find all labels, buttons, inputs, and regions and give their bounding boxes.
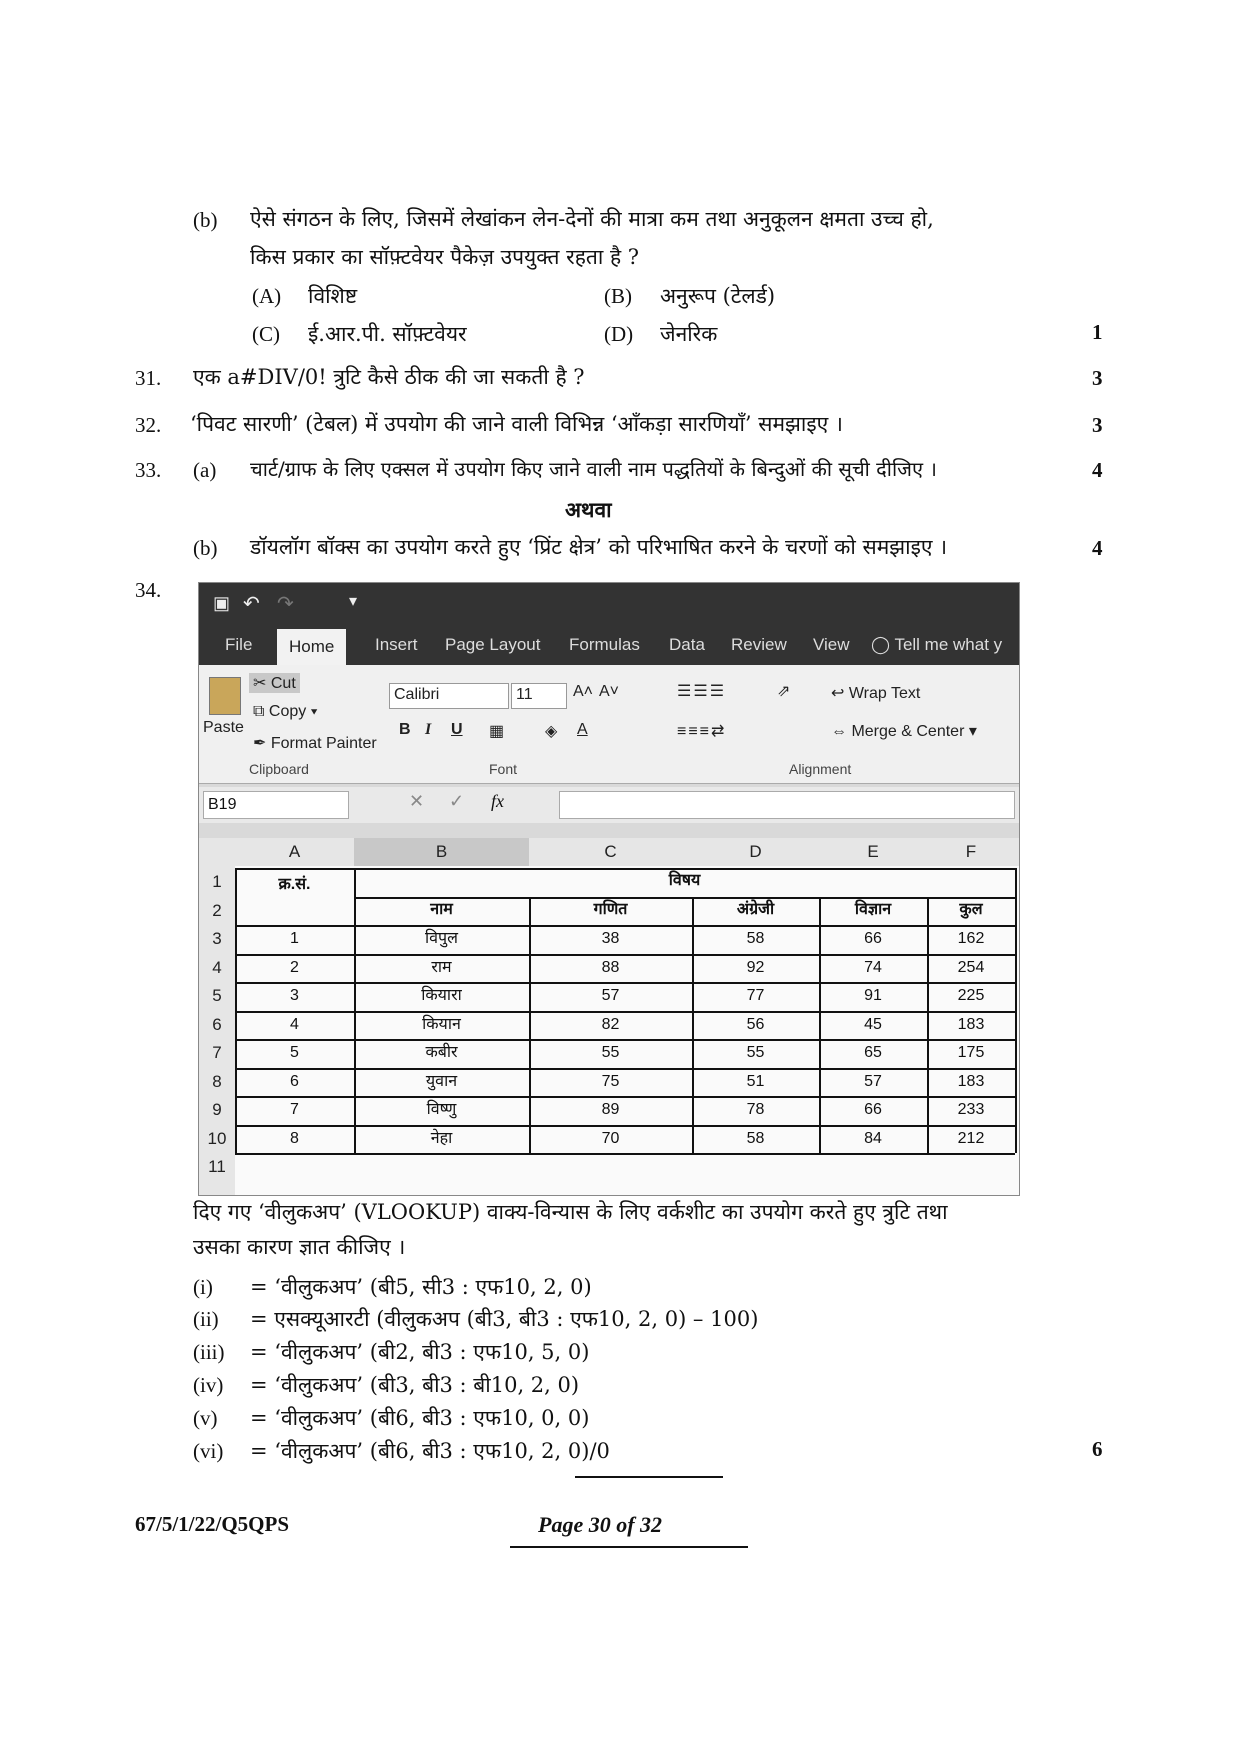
table-cell[interactable]: 89 [601, 1101, 620, 1118]
q34-item-formula: = ‘वीलुकअप’ (बी2, बी3 : एफ10, 5, 0) [250, 1340, 590, 1364]
row-header[interactable]: 7 [212, 1043, 222, 1062]
table-cell[interactable]: युवान [425, 1072, 458, 1090]
q34-item-formula: = ‘वीलुकअप’ (बी6, बी3 : एफ10, 2, 0)/0 [250, 1439, 610, 1463]
q30b-marks: 1 [1092, 320, 1103, 344]
row-header[interactable]: 4 [212, 957, 222, 977]
footer-underline [510, 1546, 748, 1548]
table-cell[interactable]: राम [431, 958, 452, 976]
table-border [235, 1125, 1015, 1127]
table-cell[interactable]: 8 [290, 1129, 299, 1147]
table-cell[interactable]: 92 [746, 958, 765, 976]
table-cell[interactable]: 58 [746, 930, 765, 947]
table-cell[interactable]: 55 [746, 1044, 765, 1061]
wrap-text-icon: ↩ [831, 685, 845, 702]
save-icon[interactable]: ▣ [213, 593, 231, 613]
row-header[interactable]: 3 [212, 929, 222, 948]
fill-color-icon[interactable]: ◈ [545, 723, 558, 740]
table-cell[interactable]: 6 [290, 1072, 299, 1090]
q34-item-formula: = ‘वीलुकअप’ (बी6, बी3 : एफ10, 0, 0) [250, 1406, 590, 1430]
q33-number: 33. [135, 458, 162, 482]
q34-number: 34. [135, 578, 162, 602]
q33-or: अथवा [565, 497, 612, 522]
column-header[interactable]: C [604, 842, 617, 861]
tab-home[interactable]: Home [277, 629, 346, 669]
table-border [235, 868, 237, 1153]
table-cell[interactable]: 91 [864, 987, 882, 1004]
row-header[interactable]: 6 [212, 1014, 222, 1034]
copy-label: Copy [268, 703, 307, 720]
bold-button[interactable]: B [399, 721, 411, 738]
table-cell[interactable]: 38 [601, 930, 620, 947]
shrink-font-button[interactable]: A˅ [599, 683, 620, 700]
scissors-icon: ✂ [253, 675, 267, 692]
option-text: ई.आर.पी. सॉफ़्टवेयर [308, 322, 467, 346]
table-border [235, 1039, 1015, 1041]
table-cell[interactable]: 56 [746, 1015, 765, 1033]
q34-marks: 6 [1092, 1437, 1103, 1461]
q34-item-label: (v) [193, 1406, 218, 1430]
paper-code: 67/5/1/22/Q5QPS [135, 1512, 290, 1536]
row-header[interactable]: 5 [212, 986, 222, 1005]
table-cell[interactable]: 84 [864, 1129, 882, 1147]
q33b-marks: 4 [1092, 536, 1103, 560]
q34-instruction-line2: उसका कारण ज्ञात कीजिए । [193, 1235, 406, 1259]
align-horizontal-icons[interactable]: ≡≡≡⇄ [677, 723, 727, 740]
tab-insert[interactable]: Insert [375, 635, 418, 654]
excel-screenshot [198, 582, 1020, 1196]
table-cell[interactable]: 66 [864, 1101, 882, 1118]
row-header[interactable]: 2 [212, 900, 222, 920]
column-header[interactable]: B [354, 838, 529, 866]
merge-center-label: Merge & Center [851, 723, 965, 740]
font-group-label: Font [489, 761, 518, 777]
cut-button[interactable] [249, 673, 300, 693]
row-header[interactable]: 1 [212, 872, 222, 891]
q31-marks: 3 [1092, 366, 1103, 390]
tab-review[interactable]: Review [731, 635, 787, 654]
tab-data[interactable]: Data [669, 635, 705, 654]
q33b-label: (b) [193, 536, 218, 560]
table-border [235, 868, 1015, 870]
q30b-text-line1: ऐसे संगठन के लिए, जिसमें लेखांकन लेन-देनों की मात्रा कम तथा अनुकूलन क्षमता उच्च हो, [250, 207, 934, 231]
q33a-marks: 4 [1092, 458, 1103, 482]
q33b-text: डॉयलॉग बॉक्स का उपयोग करते हुए ‘प्रिंट क्षेत्र’ को परिभाषित करने के चरणों को समझाइए । [250, 535, 948, 559]
copy-button[interactable]: ⧉ Copy ▾ [253, 703, 318, 720]
borders-icon[interactable]: ▦ [489, 723, 505, 740]
table-cell[interactable]: 254 [957, 958, 985, 976]
font-name-dropdown[interactable] [389, 683, 509, 709]
option-label: (A) [252, 284, 282, 308]
q34-item-formula: = ‘वीलुकअप’ (बी3, बी3 : बी10, 2, 0) [250, 1373, 580, 1397]
table-cell[interactable]: कबीर [425, 1044, 458, 1061]
table-cell[interactable]: 162 [957, 930, 985, 947]
table-border [1015, 868, 1017, 1153]
lightbulb-icon: ◯ [871, 635, 891, 654]
q34-item-label: (ii) [193, 1307, 219, 1331]
table-header-cell: कुल [959, 900, 983, 918]
row-header[interactable]: 10 [207, 1128, 227, 1148]
table-cell[interactable]: 175 [957, 1044, 985, 1061]
table-border [235, 1153, 1015, 1155]
q34-instruction-line1: दिए गए ‘वीलुकअप’ (VLOOKUP) वाक्य-विन्यास के लिए वर्कशीट का उपयोग करते हुए त्रुटि तथा [193, 1200, 948, 1224]
row-header[interactable]: 9 [212, 1100, 222, 1119]
q32-number: 32. [135, 413, 162, 437]
quick-access-toolbar [199, 583, 1019, 625]
table-header-cell: विज्ञान [854, 900, 892, 918]
redo-icon[interactable]: ↷ [277, 593, 294, 615]
page-number: Page 30 of 32 [538, 1512, 663, 1537]
table-header-cell: गणित [593, 900, 628, 918]
q30b-text-line2: किस प्रकार का सॉफ़्टवेयर पैकेज़ उपयुक्त रहता है ? [250, 245, 640, 269]
table-cell[interactable]: विष्णु [426, 1101, 457, 1118]
table-cell[interactable]: 55 [601, 1044, 620, 1061]
clipboard-group-label: Clipboard [249, 761, 309, 777]
q34-item-formula: = एसक्यूआरटी (वीलुकअप (बी3, बी3 : एफ10, 2, 0) – 100) [250, 1307, 759, 1331]
table-cell[interactable]: नेहा [430, 1129, 453, 1147]
column-header[interactable]: E [867, 842, 879, 861]
undo-icon[interactable]: ↶ [243, 593, 260, 615]
table-border [927, 897, 929, 1154]
table-cell[interactable]: 58 [746, 1129, 765, 1147]
table-border [235, 1096, 1015, 1098]
table-cell[interactable]: 3 [290, 987, 299, 1004]
table-border [235, 1011, 1015, 1013]
merge-center-button[interactable]: ⇔ Merge & Center ▾ [831, 723, 977, 740]
option-label: (B) [604, 284, 632, 308]
table-header-cell: नाम [430, 900, 453, 918]
clipboard-paste-icon[interactable] [209, 677, 241, 715]
wrap-text-button[interactable] [831, 683, 920, 703]
table-border [692, 897, 694, 1154]
row-header[interactable]: 8 [212, 1071, 222, 1091]
end-rule [575, 1476, 723, 1478]
table-cell[interactable]: 183 [957, 1072, 985, 1090]
column-header[interactable]: F [965, 842, 977, 861]
q34-item-label: (i) [193, 1275, 213, 1299]
table-cell[interactable]: 233 [957, 1101, 985, 1118]
formula-bar [199, 787, 1019, 823]
table-cell[interactable]: 65 [864, 1044, 882, 1061]
q30b-option-a [252, 282, 357, 310]
q30b-option-b [604, 282, 775, 310]
q30b-label: (b) [193, 208, 218, 232]
table-cell[interactable]: 57 [601, 987, 620, 1004]
table-header-cell: अंग्रेजी [736, 900, 775, 918]
table-border [354, 897, 1015, 899]
table-cell[interactable]: 2 [290, 958, 299, 976]
table-cell[interactable]: कियान [422, 1015, 461, 1033]
table-cell[interactable]: 82 [601, 1015, 620, 1033]
table-border [235, 925, 1015, 927]
table-cell[interactable]: 66 [864, 930, 882, 947]
tell-me-search[interactable] [871, 635, 1002, 655]
q30b-option-c [252, 320, 467, 348]
table-cell[interactable]: 77 [746, 987, 765, 1004]
table-cell[interactable]: 74 [864, 958, 882, 976]
tab-file[interactable]: File [225, 635, 253, 654]
q34-item-label: (vi) [193, 1439, 224, 1463]
worksheet-grid [199, 838, 1019, 1195]
table-cell[interactable]: 57 [864, 1072, 882, 1090]
table-border [819, 897, 821, 1154]
q31-text: एक a#DIV/0! त्रुटि कैसे ठीक की जा सकती है ? [193, 365, 585, 389]
name-box[interactable]: B19 [203, 791, 349, 819]
brush-icon: ✒ [253, 735, 267, 752]
font-size-dropdown[interactable] [511, 683, 567, 709]
align-top-icons[interactable]: ☰☰☰ [677, 683, 727, 700]
option-label: (D) [604, 322, 634, 346]
formula-input[interactable] [559, 791, 1015, 819]
font-color-button[interactable]: A [577, 721, 588, 738]
table-border [235, 982, 1015, 984]
tab-formulas[interactable]: Formulas [569, 635, 640, 654]
table-cell[interactable]: 225 [957, 987, 985, 1004]
table-cell[interactable]: 5 [290, 1044, 299, 1061]
sno-header: क्र.सं. [278, 876, 311, 893]
tab-page-layout[interactable]: Page Layout [445, 635, 541, 654]
orientation-icon[interactable]: ⇗ [777, 683, 791, 700]
table-cell[interactable]: 88 [601, 958, 620, 976]
row-header[interactable]: 11 [208, 1157, 226, 1176]
font-name-value: Calibri [394, 686, 440, 703]
cut-label: Cut [270, 675, 296, 692]
q32-text: ‘पिवट सारणी’ (टेबल) में उपयोग की जाने वाली विभिन्न ‘आँकड़ा सारणियाँ’ समझाइए । [190, 412, 843, 436]
table-cell[interactable]: कियारा [421, 987, 462, 1004]
table-border [235, 1068, 1015, 1070]
format-painter-button[interactable] [253, 733, 377, 753]
font-size-value: 11 [516, 686, 533, 703]
option-text: विशिष्ट [308, 284, 358, 308]
alignment-group-label: Alignment [789, 761, 852, 777]
table-cell[interactable]: 78 [746, 1101, 765, 1118]
q33a-text: चार्ट/ग्राफ के लिए एक्सल में उपयोग किए जाने वाली नाम पद्धतियों के बिन्दुओं की सूची दीजिए । [250, 457, 937, 481]
underline-button[interactable]: U [451, 721, 463, 738]
table-cell[interactable]: 212 [957, 1129, 985, 1147]
table-cell[interactable]: 45 [864, 1015, 882, 1033]
copy-icon: ⧉ [253, 703, 265, 720]
table-border [235, 954, 1015, 956]
option-text: अनुरूप (टेलर्ड) [660, 284, 776, 308]
q34-item-label: (iii) [193, 1340, 225, 1364]
table-cell[interactable]: 75 [601, 1072, 620, 1090]
q32-marks: 3 [1092, 413, 1103, 437]
tell-me-text: Tell me what y [894, 635, 1003, 654]
subject-header: विषय [668, 872, 701, 889]
enter-icon[interactable]: ✓ [449, 791, 465, 811]
cancel-icon[interactable]: ✕ [409, 791, 425, 811]
option-label: (C) [252, 322, 280, 346]
table-border [354, 868, 356, 1153]
grow-font-button[interactable]: A˄ [573, 683, 594, 700]
wrap-text-label: Wrap Text [848, 685, 921, 702]
customize-qat-icon[interactable]: ▾ [349, 593, 358, 610]
q31-number: 31. [135, 366, 162, 390]
table-border [529, 897, 531, 1154]
insert-function-button[interactable]: fx [491, 791, 504, 811]
tab-view[interactable]: View [813, 635, 850, 654]
q33a-label: (a) [193, 458, 217, 482]
home-ribbon [199, 665, 1019, 784]
table-cell[interactable]: 70 [601, 1129, 620, 1147]
paste-button[interactable]: Paste [203, 719, 244, 736]
table-cell[interactable]: 51 [746, 1072, 765, 1090]
option-text: जेनरिक [660, 322, 718, 346]
column-header[interactable]: D [749, 842, 762, 861]
column-header[interactable]: A [288, 842, 301, 861]
ribbon-tabs [199, 625, 1019, 665]
table-cell[interactable]: 183 [957, 1015, 985, 1033]
table-cell[interactable]: विपुल [425, 930, 458, 947]
table-cell[interactable]: 1 [290, 930, 299, 947]
q34-item-formula: = ‘वीलुकअप’ (बी5, सी3 : एफ10, 2, 0) [250, 1275, 592, 1299]
q34-item-label: (iv) [193, 1373, 224, 1397]
table-cell[interactable]: 7 [290, 1101, 299, 1118]
format-painter-label: Format Painter [270, 735, 377, 752]
merge-icon: ⇔ [831, 723, 847, 740]
table-cell[interactable]: 4 [290, 1015, 299, 1033]
q30b-option-d [604, 320, 717, 348]
italic-button[interactable]: I [425, 721, 432, 738]
